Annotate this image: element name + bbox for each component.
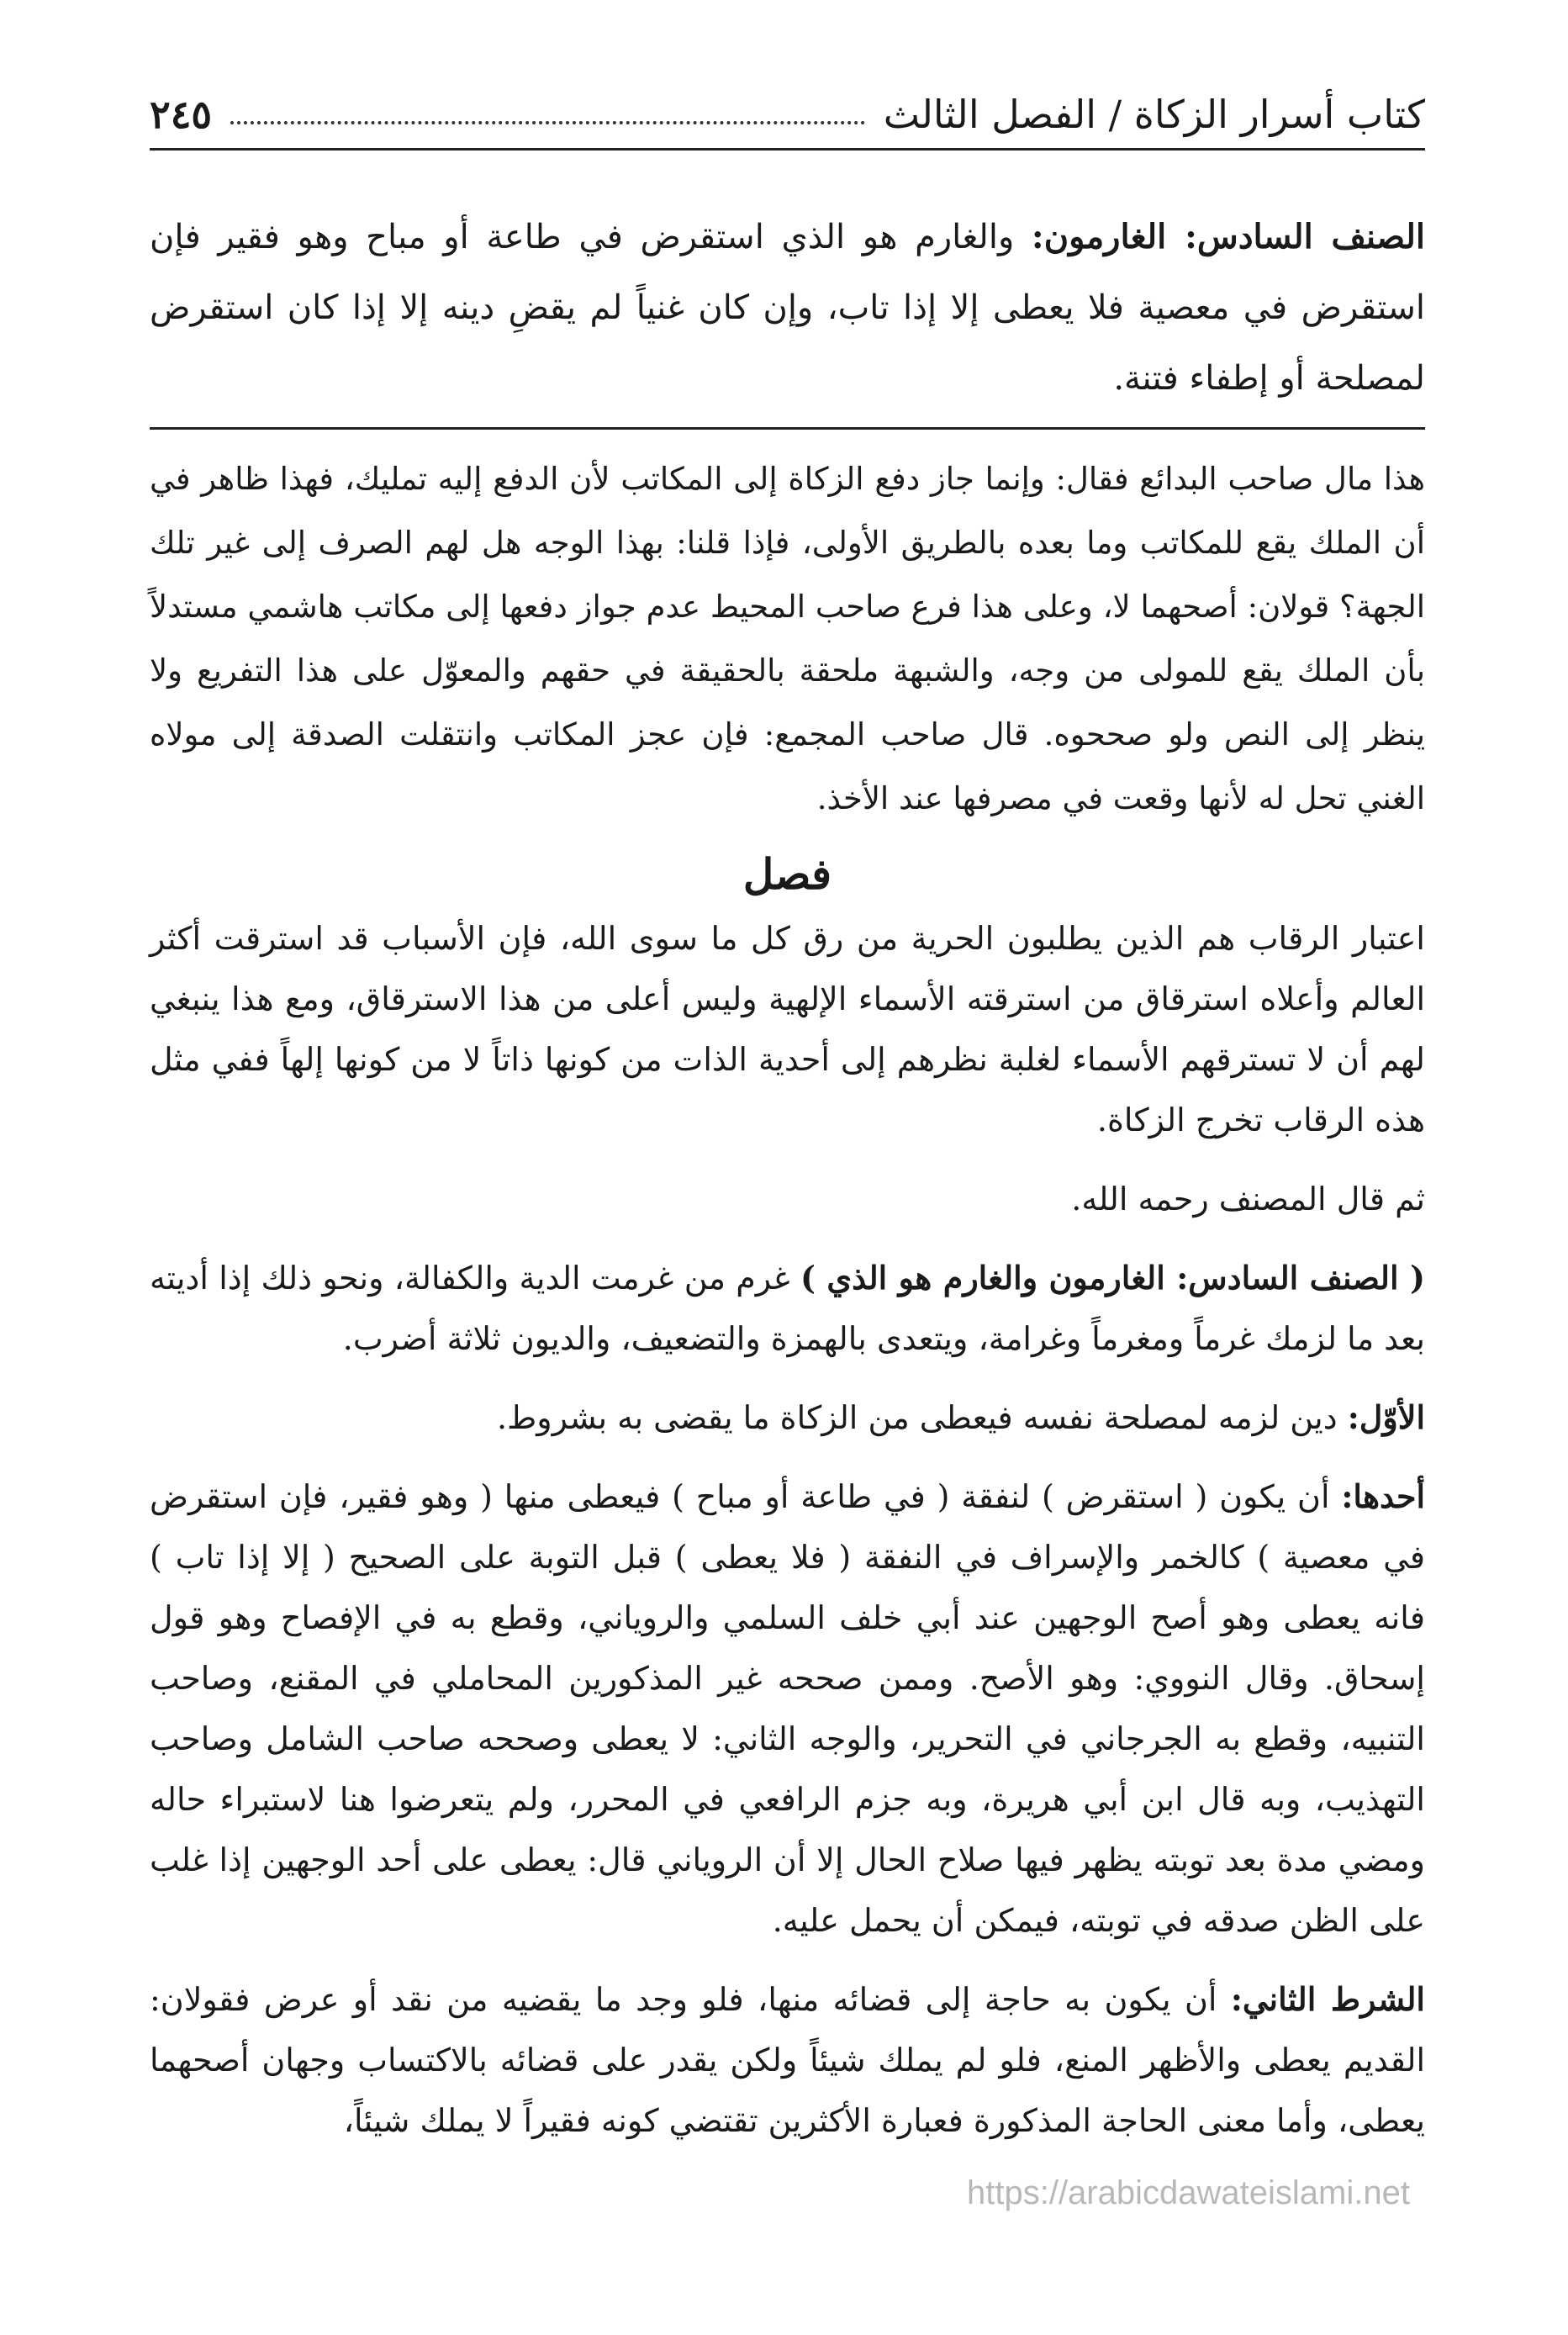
- commentary-paragraph-4: [150, 1387, 1425, 1448]
- commentary-paragraph-5-lead: أحدها:: [1341, 1477, 1425, 1515]
- commentary-text: [150, 908, 1425, 2169]
- running-header-title: كتاب أسرار الزكاة / الفصل الثالث: [883, 92, 1425, 137]
- commentary-paragraph-1: اعتبار الرقاب هم الذين يطلبون الحرية من رق كل ما سوى الله، فإن الأسباب قد استرقت أكثر العالم وأعلاه استرقاق من استرقته الأسماء الإلهية وليس أعلى من هذا الاسترقاق، ومع هذا ينبغي لهم أن لا تسترقهم الأسماء لغلبة نظرهم إلى أحدية الذات من كونها ذاتاً لا من كونها إلهاً ففي مثل هذه الرقاب تخرج الزكاة.: [150, 920, 1425, 1138]
- commentary-paragraph-3-lead: ( الصنف السادس: الغارمون والغارم هو الذي ): [800, 1259, 1425, 1297]
- page-number: ٢٤٥: [150, 92, 213, 137]
- commentary-paragraph-3: [150, 1248, 1425, 1369]
- running-header: [150, 81, 1425, 151]
- commentary-paragraph-6-body: أن يكون به حاجة إلى قضائه منها، فلو وجد ما يقضيه من نقد أو عرض فقولان: القديم يعطى والأظهر المنع، فلو لم يملك شيئاً ولكن يقدر على قضائه بالاكتساب وجهان أصحهما يعطى، وأما معنى الحاجة المذكورة فعبارة الأكثرين تقتضي كونه فقيراً لا يملك شيئاً،: [150, 1981, 1425, 2139]
- dotted-leader: [230, 121, 865, 124]
- commentary-paragraph-3-body: غرم من غرمت الدية والكفالة، ونحو ذلك إذا أديته بعد ما لزمك غرماً ومغرماً وغرامة، ويتعدى بالهمزة والتضعيف، والديون ثلاثة أضرب.: [150, 1260, 1425, 1357]
- commentary-paragraph-5-body: أن يكون ( استقرض ) لنفقة ( في طاعة أو مباح ) فيعطى منها ( وهو فقير، فإن استقرض في معصية ) كالخمر والإسراف في النفقة ( فلا يعطى ) قبل التوبة على الصحيح ( إلا إذا تاب ) فانه يعطى وهو أصح الوجهين عند أبي خلف السلمي والروياني، وقطع به في الإفصاح وهو قول إسحاق. وقال النووي: وهو الأصح. وممن صححه غير المذكورين المحاملي في المقنع، وصاحب التنبيه، وقطع به الجرجاني في التحرير، والوجه الثاني: لا يعطى وصححه صاحب الشامل وصاحب التهذيب، وبه قال ابن أبي هريرة، وبه جزم الرافعي في المحرر، ولم يتعرضوا هنا لاستبراء حاله ومضي مدة بعد توبته يظهر فيها صلاح الحال إلا أن الروياني قال: يعطى على أحد الوجهين إذا غلب على الظن صدقه في توبته، فيمكن أن يحمل عليه.: [150, 1478, 1425, 1939]
- commentary-paragraph-2: ثم قال المصنف رحمه الله.: [1071, 1181, 1425, 1218]
- commentary-paragraph-6-lead: الشرط الثاني:: [1230, 1980, 1425, 2018]
- commentary-paragraph-6: [150, 1969, 1425, 2151]
- main-text-body: والغارم هو الذي استقرض في طاعة أو مباح وهو فقير فإن استقرض في معصية فلا يعطى إلا إذا تاب، وإن كان غنياً لم يقضِ دينه إلا إذا كان استقرض لمصلحة أو إطفاء فتنة.: [150, 218, 1425, 398]
- main-matn-text: [150, 202, 1425, 414]
- watermark-url: https://arabicdawateislami.net: [967, 2174, 1410, 2211]
- footnote-text: هذا مال صاحب البدائع فقال: وإنما جاز دفع الزكاة إلى المكاتب لأن الدفع إليه تمليك، فهذا ظاهر في أن الملك يقع للمكاتب وما بعده بالطريق الأولى، فإذا قلنا: بهذا الوجه هل لهم الصرف إلى غير تلك الجهة؟ قولان: أصحهما لا، وعلى هذا فرع صاحب المحيط عدم جواز دفعها إلى مكاتب هاشمي مستدلاً بأن الملك يقع للمولى من وجه، والشبهة ملحقة بالحقيقة في حقهم والمعوّل على هذا التفريع ولا ينظر إلى النص ولو صححوه. قال صاحب المجمع: فإن عجز المكاتب وانتقلت الصدقة إلى مولاه الغني تحل له لأنها وقعت في مصرفها عند الأخذ.: [150, 461, 1426, 816]
- section-heading: فصل: [742, 849, 832, 899]
- commentary-paragraph-5: [150, 1466, 1425, 1951]
- commentary-paragraph-4-body: دين لزمه لمصلحة نفسه فيعطى من الزكاة ما يقضى به بشروط.: [497, 1399, 1338, 1436]
- commentary-paragraph-4-lead: الأوّل:: [1347, 1398, 1425, 1436]
- footnote-divider: [150, 427, 1425, 430]
- main-text-lead: الصنف السادس: الغارمون:: [1031, 217, 1425, 256]
